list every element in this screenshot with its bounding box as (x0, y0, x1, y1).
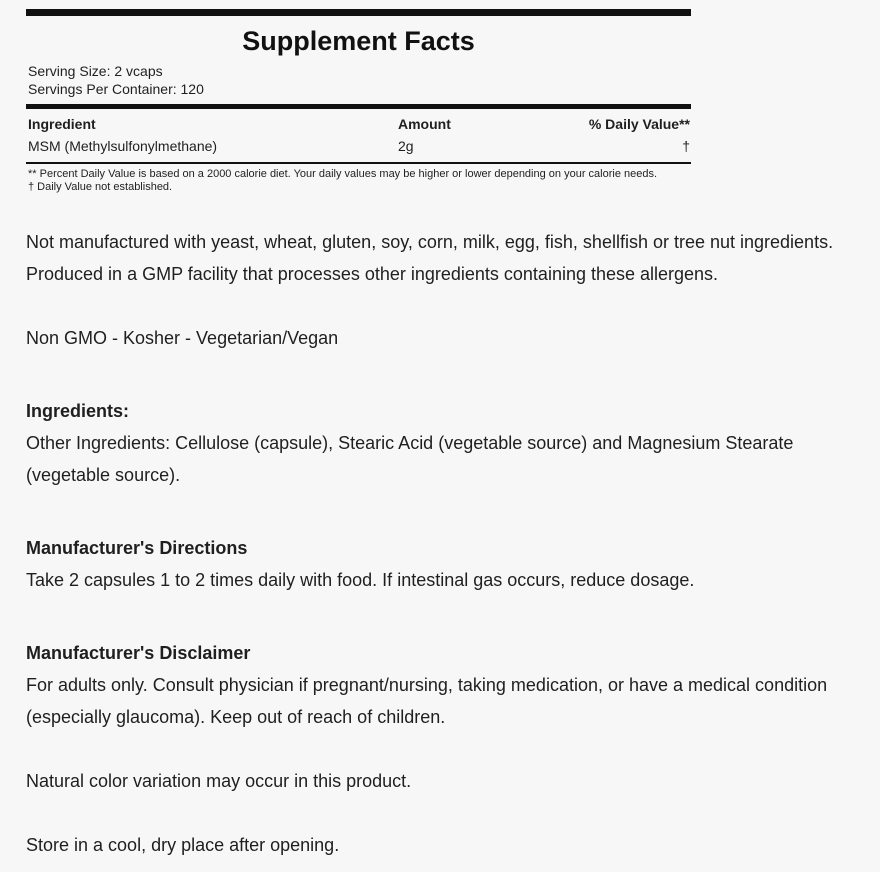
top-divider (26, 9, 691, 16)
storage-note: Store in a cool, dry place after opening. (26, 835, 340, 855)
allergen-statement-1: Not manufactured with yeast, wheat, gluten, soy, corn, milk, egg, fish, shellfish or tree nut ingredients. (26, 232, 834, 252)
row-daily-value: † (682, 138, 690, 154)
col-header-daily-value: % Daily Value** (588, 116, 690, 132)
product-description (26, 226, 866, 861)
row-amount: 2g (398, 138, 414, 154)
col-header-ingredient: Ingredient (28, 116, 96, 132)
directions-heading: Manufacturer's Directions (26, 538, 248, 558)
color-variation-note: Natural color variation may occur in this product. (26, 771, 412, 791)
serving-info (26, 62, 691, 98)
disclaimer-heading: Manufacturer's Disclaimer (26, 643, 251, 663)
disclaimer-text-1: For adults only. Consult physician if pregnant/nursing, taking medication, or have a medical condition (26, 675, 828, 695)
allergen-statement-2: Produced in a GMP facility that processes other ingredients containing these allergens. (26, 264, 719, 284)
supplement-facts-panel (26, 9, 691, 194)
footer-divider (26, 162, 691, 164)
footnote-daily-value: ** Percent Daily Value is based on a 2000 calorie diet. Your daily values may be higher or lower depending on your calorie needs. (28, 168, 658, 180)
ingredients-text-1: Other Ingredients: Cellulose (capsule), Stearic Acid (vegetable source) and Magnesium Stearate (26, 433, 794, 453)
facts-table (26, 113, 691, 157)
certifications: Non GMO - Kosher - Vegetarian/Vegan (26, 328, 339, 348)
ingredients-text-2: (vegetable source). (26, 465, 181, 485)
row-ingredient: MSM (Methylsulfonylmethane) (28, 138, 218, 154)
ingredients-heading: Ingredients: (26, 401, 130, 421)
serving-size: Serving Size: 2 vcaps (28, 63, 163, 79)
servings-per-container: Servings Per Container: 120 (28, 81, 204, 97)
footnote-not-established: † Daily Value not established. (28, 181, 173, 193)
facts-title: Supplement Facts (242, 26, 475, 56)
disclaimer-text-2: (especially glaucoma). Keep out of reach of children. (26, 707, 446, 727)
directions-text: Take 2 capsules 1 to 2 times daily with food. If intestinal gas occurs, reduce dosage. (26, 570, 695, 590)
header-divider (26, 104, 691, 109)
col-header-amount: Amount (398, 116, 451, 132)
